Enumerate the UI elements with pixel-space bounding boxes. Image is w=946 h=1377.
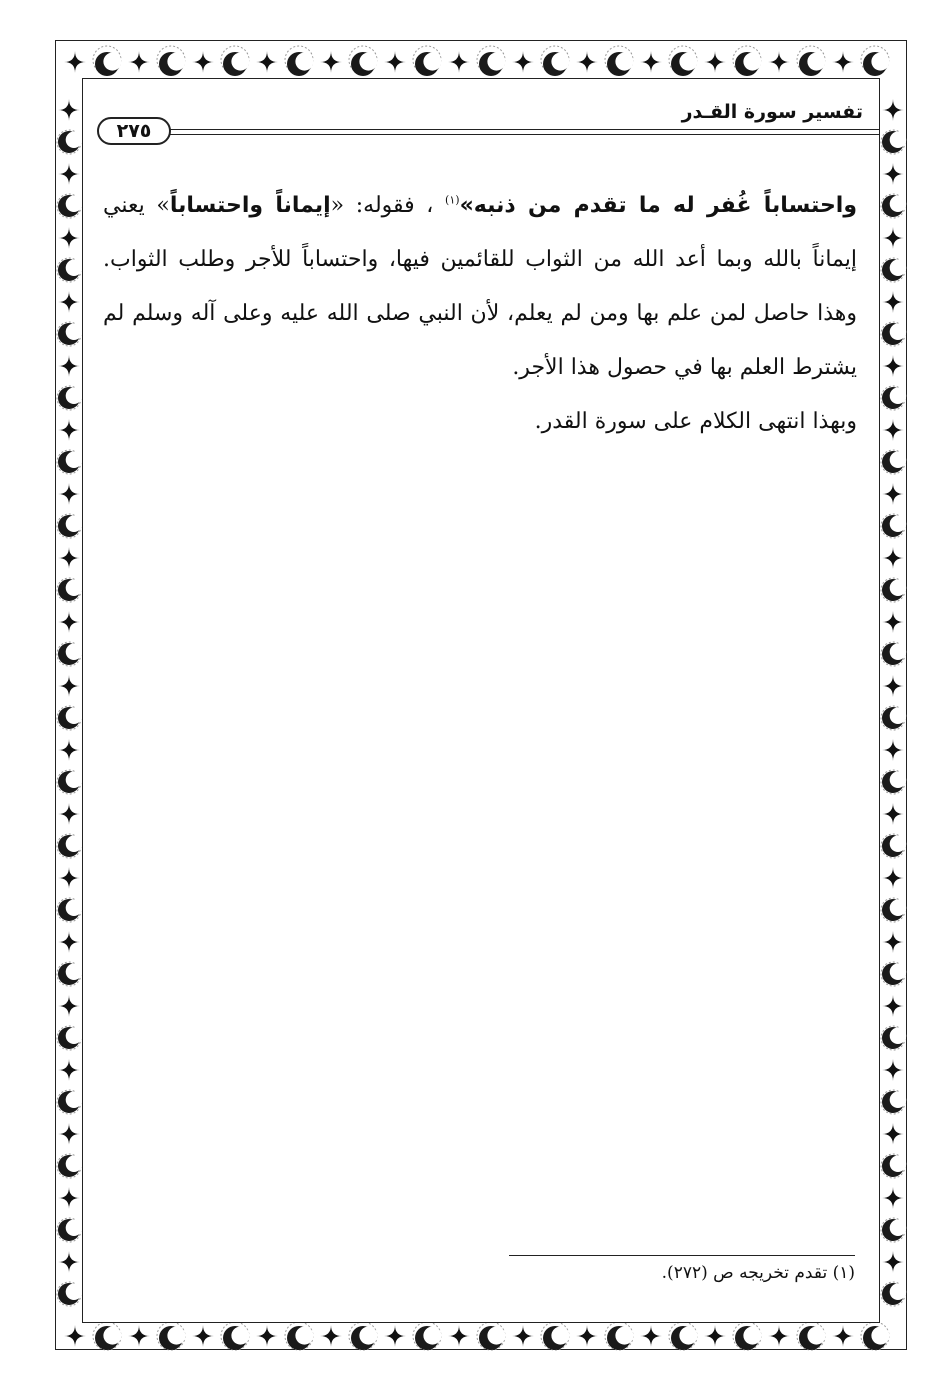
star-ornament (882, 1059, 904, 1081)
crescent-cutout (890, 388, 907, 405)
crescent-cutout (423, 53, 441, 71)
crescent-cutout (551, 53, 569, 71)
star-ornament (882, 1123, 904, 1145)
star-ornament (128, 1325, 150, 1347)
crescent-cutout (66, 196, 83, 213)
star-ornament (58, 291, 80, 313)
star-ornament (832, 51, 854, 73)
page-content-area (82, 78, 880, 1323)
star-ornament (640, 51, 662, 73)
star-ornament (882, 675, 904, 697)
crescent-cutout (890, 196, 907, 213)
crescent-cutout (890, 1284, 907, 1301)
star-ornament (882, 867, 904, 889)
crescent-cutout (487, 53, 505, 71)
crescent-cutout (743, 1327, 761, 1345)
star-ornament (320, 1325, 342, 1347)
crescent-cutout (890, 1220, 907, 1237)
crescent-cutout (231, 53, 249, 71)
star-ornament (882, 931, 904, 953)
star-ornament (882, 739, 904, 761)
star-ornament (192, 1325, 214, 1347)
crescent-cutout (615, 1327, 633, 1345)
star-ornament (882, 99, 904, 121)
star-ornament (882, 163, 904, 185)
crescent-cutout (359, 53, 377, 71)
crescent-cutout (890, 260, 907, 277)
crescent-cutout (890, 516, 907, 533)
star-ornament (448, 1325, 470, 1347)
crescent-cutout (231, 1327, 249, 1345)
star-ornament (768, 51, 790, 73)
star-ornament (882, 1251, 904, 1273)
star-ornament (58, 675, 80, 697)
star-ornament (128, 51, 150, 73)
crescent-cutout (743, 53, 761, 71)
star-ornament (882, 227, 904, 249)
star-ornament (58, 355, 80, 377)
star-ornament (882, 483, 904, 505)
paragraph-1 (103, 179, 857, 395)
crescent-cutout (890, 836, 907, 853)
star-ornament (58, 739, 80, 761)
star-ornament (882, 419, 904, 441)
crescent-cutout (890, 452, 907, 469)
crescent-cutout (167, 1327, 185, 1345)
star-ornament (58, 163, 80, 185)
star-ornament (384, 1325, 406, 1347)
star-ornament (58, 1123, 80, 1145)
crescent-cutout (66, 1284, 83, 1301)
star-ornament (640, 1325, 662, 1347)
crescent-cutout (679, 1327, 697, 1345)
crescent-cutout (66, 644, 83, 661)
star-ornament (58, 99, 80, 121)
star-ornament (192, 51, 214, 73)
crescent-cutout (890, 900, 907, 917)
page-number: ٢٧٥ (97, 117, 171, 145)
crescent-cutout (295, 1327, 313, 1345)
star-ornament (882, 1187, 904, 1209)
crescent-cutout (423, 1327, 441, 1345)
crescent-cutout (66, 132, 83, 149)
star-ornament (58, 483, 80, 505)
star-ornament (58, 1251, 80, 1273)
star-ornament (576, 1325, 598, 1347)
text-segment: إيماناً بالله وبما أعد الله من الثواب للقائمين فيها، واحتساباً للأجر وطلب الثواب. وهذا حاصل لمن علم بها ومن لم يعلم، لأن النبي صلى الله عليه وعلى آله وسلم لم يشترط العلم بها في حصول هذا الأجر. (103, 247, 857, 380)
crescent-cutout (66, 772, 83, 789)
star-ornament (58, 419, 80, 441)
crescent-cutout (871, 53, 889, 71)
star-ornament (64, 1325, 86, 1347)
star-ornament (58, 867, 80, 889)
star-ornament (256, 1325, 278, 1347)
star-ornament (58, 227, 80, 249)
crescent-cutout (103, 1327, 121, 1345)
crescent-cutout (890, 132, 907, 149)
star-ornament (768, 1325, 790, 1347)
star-ornament (384, 51, 406, 73)
crescent-cutout (66, 900, 83, 917)
header-rule (165, 129, 879, 135)
crescent-cutout (807, 1327, 825, 1345)
crescent-cutout (615, 53, 633, 71)
text-segment: ، فقوله: « (330, 193, 446, 218)
star-ornament (882, 611, 904, 633)
crescent-cutout (66, 964, 83, 981)
footnote-marker: (١) (445, 193, 460, 207)
crescent-cutout (890, 324, 907, 341)
footnote-separator (509, 1255, 855, 1256)
star-ornament (58, 1059, 80, 1081)
star-ornament (512, 1325, 534, 1347)
crescent-cutout (890, 580, 907, 597)
quoted-phrase: إيماناً واحتساباً (169, 193, 331, 218)
star-ornament (576, 51, 598, 73)
crescent-cutout (890, 1028, 907, 1045)
crescent-cutout (66, 836, 83, 853)
star-ornament (832, 1325, 854, 1347)
crescent-cutout (890, 1156, 907, 1173)
crescent-cutout (551, 1327, 569, 1345)
crescent-cutout (66, 1092, 83, 1109)
crescent-cutout (66, 388, 83, 405)
star-ornament (704, 51, 726, 73)
paragraph-2: وبهذا انتهى الكلام على سورة القدر. (534, 409, 857, 434)
crescent-cutout (66, 324, 83, 341)
star-ornament (58, 547, 80, 569)
crescent-cutout (890, 964, 907, 981)
footnote: (١) تقدم تخريجه ص (٢٧٢). (661, 1263, 855, 1283)
star-ornament (882, 995, 904, 1017)
crescent-cutout (66, 708, 83, 725)
page-header (83, 79, 879, 149)
crescent-cutout (66, 260, 83, 277)
body-text (103, 179, 857, 449)
crescent-cutout (66, 516, 83, 533)
crescent-cutout (66, 580, 83, 597)
crescent-cutout (890, 644, 907, 661)
crescent-cutout (871, 1327, 889, 1345)
crescent-cutout (295, 53, 313, 71)
star-ornament (882, 291, 904, 313)
star-ornament (58, 1187, 80, 1209)
star-ornament (448, 51, 470, 73)
crescent-cutout (66, 1028, 83, 1045)
hadith-quote: واحتساباً غُفر له ما تقدم من ذنبه» (459, 193, 858, 218)
star-ornament (64, 51, 86, 73)
crescent-cutout (679, 53, 697, 71)
crescent-cutout (890, 708, 907, 725)
crescent-cutout (167, 53, 185, 71)
star-ornament (256, 51, 278, 73)
crescent-cutout (103, 53, 121, 71)
star-ornament (320, 51, 342, 73)
star-ornament (882, 803, 904, 825)
crescent-cutout (66, 1220, 83, 1237)
star-ornament (882, 355, 904, 377)
running-title: تفسير سورة القـدر (681, 101, 863, 123)
star-ornament (58, 995, 80, 1017)
crescent-cutout (359, 1327, 377, 1345)
text-segment: » يعني (103, 193, 170, 218)
star-ornament (58, 611, 80, 633)
crescent-cutout (890, 772, 907, 789)
star-ornament (58, 931, 80, 953)
star-ornament (704, 1325, 726, 1347)
crescent-cutout (66, 452, 83, 469)
crescent-cutout (807, 53, 825, 71)
star-ornament (58, 803, 80, 825)
star-ornament (512, 51, 534, 73)
crescent-cutout (487, 1327, 505, 1345)
crescent-cutout (890, 1092, 907, 1109)
star-ornament (882, 547, 904, 569)
crescent-cutout (66, 1156, 83, 1173)
